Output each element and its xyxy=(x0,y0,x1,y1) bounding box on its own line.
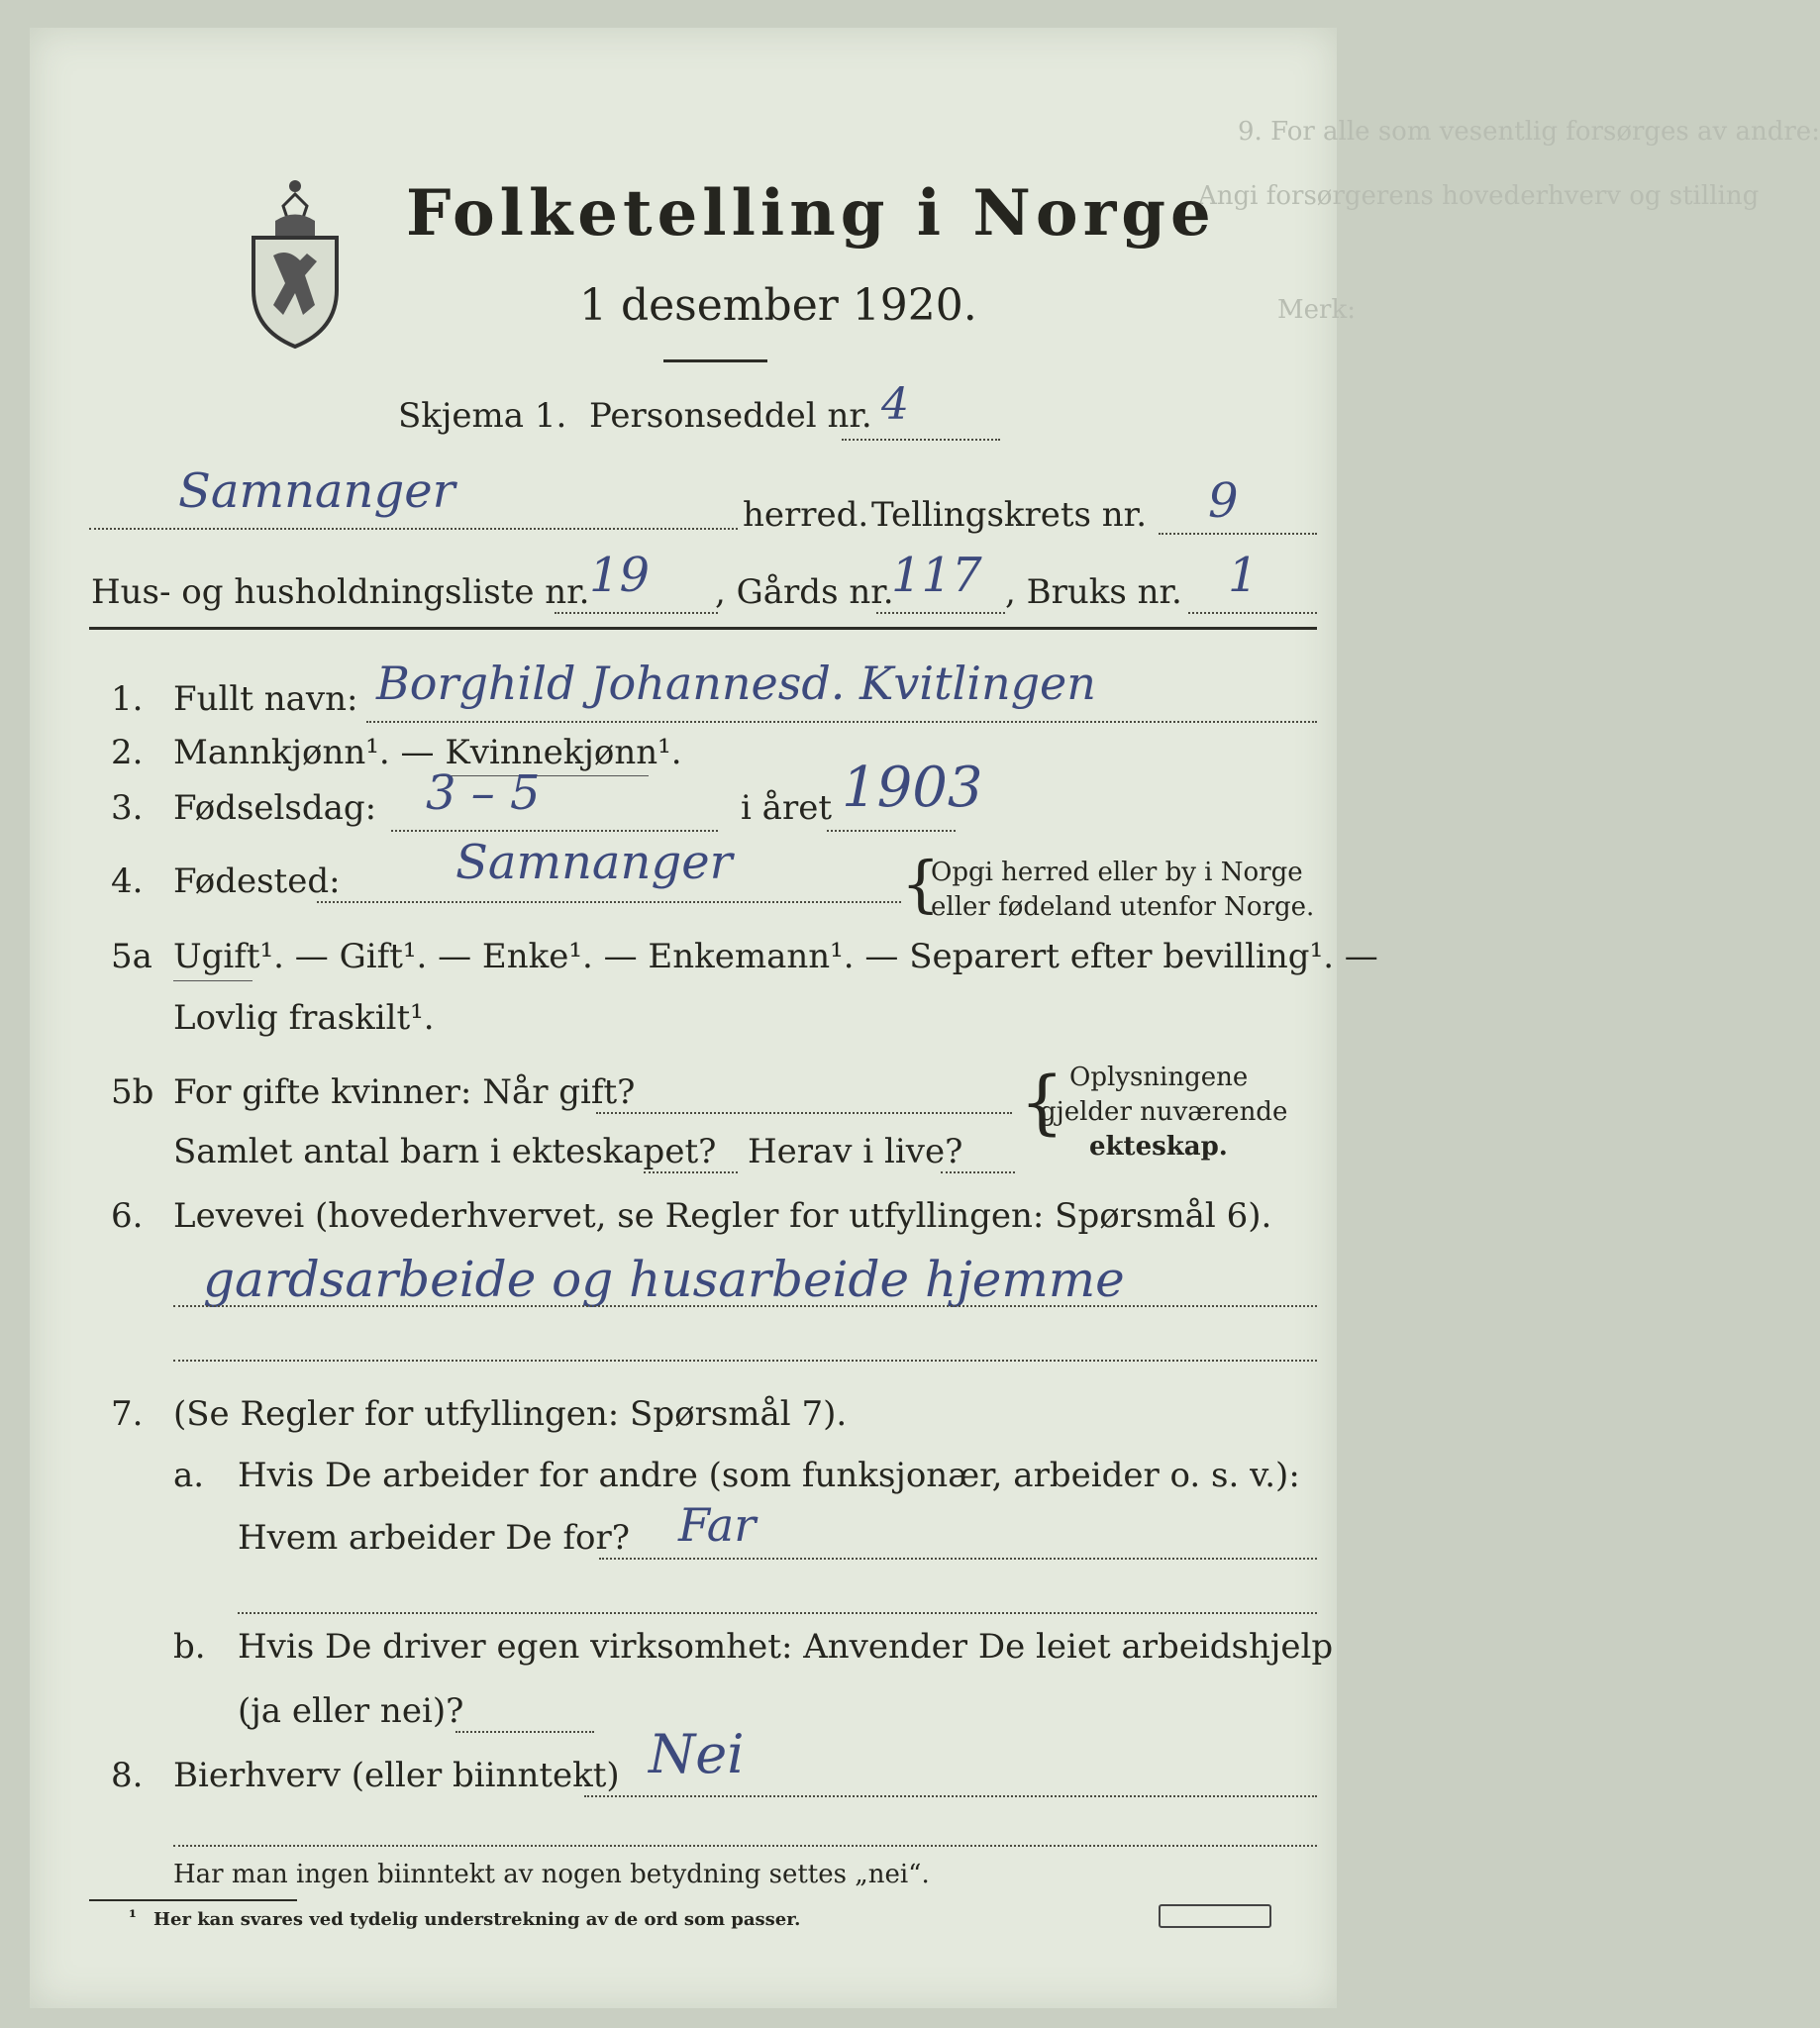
q4-label: Fødested: xyxy=(173,862,341,901)
ghost-text-1: 9. For alle som vesentlig forsørges av andre: xyxy=(1238,117,1820,147)
q3-label: Fødselsdag: xyxy=(173,788,377,828)
footnote-text: Her kan svares ved tydelig understrekning av de ord som passer. xyxy=(153,1909,801,1930)
full-name-line xyxy=(366,721,1317,723)
q7a-label: Hvis De arbeider for andre (som funksjonær, arbeider o. s. v.): xyxy=(238,1456,1300,1495)
husliste-value: 19 xyxy=(589,548,651,603)
q7b-label-2: (ja eller nei)? xyxy=(238,1691,464,1731)
occupation-value: gardsarbeide og husarbeide hjemme xyxy=(203,1251,1125,1308)
q5a-number: 5a xyxy=(111,937,152,976)
personseddel-line xyxy=(842,439,1000,441)
ghost-text-2: Angi forsørgerens hovederhverv og stilling xyxy=(1198,181,1760,211)
q7-number: 7. xyxy=(111,1394,144,1434)
q6-label: Levevei (hovederhvervet, se Regler for utfyllingen: Spørsmål 6). xyxy=(173,1196,1272,1236)
q8-number: 8. xyxy=(111,1756,144,1795)
birthplace-note-1: Opgi herred eller by i Norge xyxy=(931,858,1303,887)
q8-label: Bierhverv (eller biinntekt) xyxy=(173,1756,620,1795)
employer-value: Far xyxy=(678,1498,757,1552)
header-rule xyxy=(89,627,1317,630)
form-date: 1 desember 1920. xyxy=(579,280,977,331)
birthplace-brace: { xyxy=(901,848,941,920)
q5b-note-2: gjelder nuværende xyxy=(1040,1097,1288,1127)
norway-coat-of-arms-icon xyxy=(246,166,345,350)
occupation-line-2 xyxy=(173,1360,1317,1362)
side-income-line-2 xyxy=(173,1845,1317,1847)
q5b-note-3: ekteskap. xyxy=(1089,1132,1228,1162)
q2-number: 2. xyxy=(111,733,144,772)
gards-line xyxy=(876,612,1005,614)
personseddel-label: Personseddel nr. xyxy=(589,396,872,436)
herred-label: herred. xyxy=(743,495,869,535)
form-title: Folketelling i Norge xyxy=(406,176,1216,251)
birthday-line xyxy=(391,830,718,832)
married-when-line xyxy=(596,1112,1012,1114)
q1-label: Fullt navn: xyxy=(173,679,358,719)
herred-value: Samnanger xyxy=(178,463,455,519)
q5b-label-children: Samlet antal barn i ekteskapet? xyxy=(173,1132,717,1171)
tellingskrets-label: Tellingskrets nr. xyxy=(871,495,1148,535)
footnote-mark: ¹ xyxy=(129,1907,137,1928)
occupation-line-1 xyxy=(173,1305,1317,1307)
bruks-line xyxy=(1188,612,1317,614)
q1-number: 1. xyxy=(111,679,144,719)
q5b-label-married: For gifte kvinner: Når gift? xyxy=(173,1072,636,1112)
birth-year-value: 1903 xyxy=(842,756,983,820)
q6-number: 6. xyxy=(111,1196,144,1236)
marital-status-options-2: Lovlig fraskilt¹. xyxy=(173,998,435,1038)
employer-line-2 xyxy=(238,1612,1317,1614)
q4-number: 4. xyxy=(111,862,144,901)
children-line xyxy=(644,1171,738,1173)
husliste-line xyxy=(555,612,718,614)
printer-stamp xyxy=(1159,1904,1271,1928)
q7b-label: Hvis De driver egen virksomhet: Anvender De leiet arbeidshjelp xyxy=(238,1627,1334,1667)
gards-value: 117 xyxy=(891,548,982,603)
husliste-label: Hus- og husholdningsliste nr. xyxy=(91,572,590,612)
ugift-underline xyxy=(173,980,253,981)
schema-label: Skjema 1. xyxy=(398,396,567,436)
census-form xyxy=(30,28,1820,2008)
q5b-brace: { xyxy=(1020,1062,1064,1143)
birthday-value: 3 – 5 xyxy=(426,765,541,821)
q5b-number: 5b xyxy=(111,1072,154,1112)
tellingskrets-value: 9 xyxy=(1208,473,1239,529)
ghost-text-3: Merk: xyxy=(1277,295,1356,325)
tellingskrets-line xyxy=(1159,533,1317,535)
title-divider xyxy=(663,359,767,362)
marital-status-options: Ugift¹. — Gift¹. — Enke¹. — Enkemann¹. — Separert efter bevilling¹. — xyxy=(173,937,1378,976)
q7a-letter: a. xyxy=(173,1456,205,1495)
hired-help-line xyxy=(455,1731,594,1733)
employer-line-1 xyxy=(599,1558,1317,1560)
q3-year-label: i året xyxy=(741,788,832,828)
side-income-note: Har man ingen biinntekt av nogen betydning settes „nei“. xyxy=(173,1860,930,1889)
q7b-letter: b. xyxy=(173,1627,206,1667)
side-income-value: Nei xyxy=(649,1723,745,1785)
q3-number: 3. xyxy=(111,788,144,828)
birthplace-line xyxy=(317,901,901,903)
q5b-label-alive: Herav i live? xyxy=(748,1132,963,1171)
full-name-value: Borghild Johannesd. Kvitlingen xyxy=(376,657,1096,710)
birthplace-note-2: eller fødeland utenfor Norge. xyxy=(931,892,1315,922)
birth-year-line xyxy=(827,830,956,832)
side-income-line-1 xyxy=(584,1795,1317,1797)
gards-label: , Gårds nr. xyxy=(715,572,894,612)
footnote-rule xyxy=(89,1899,297,1901)
q5b-note-1: Oplysningene xyxy=(1069,1063,1249,1092)
q7a-label-2: Hvem arbeider De for? xyxy=(238,1518,630,1558)
personseddel-value: 4 xyxy=(881,379,909,430)
q7-label: (Se Regler for utfyllingen: Spørsmål 7). xyxy=(173,1394,848,1434)
birthplace-value: Samnanger xyxy=(455,835,733,890)
bruks-value: 1 xyxy=(1228,548,1259,603)
herred-line xyxy=(89,528,738,530)
sex-options: Mannkjønn¹. — Kvinnekjønn¹. xyxy=(173,733,682,772)
bruks-label: , Bruks nr. xyxy=(1005,572,1182,612)
alive-line xyxy=(941,1171,1015,1173)
